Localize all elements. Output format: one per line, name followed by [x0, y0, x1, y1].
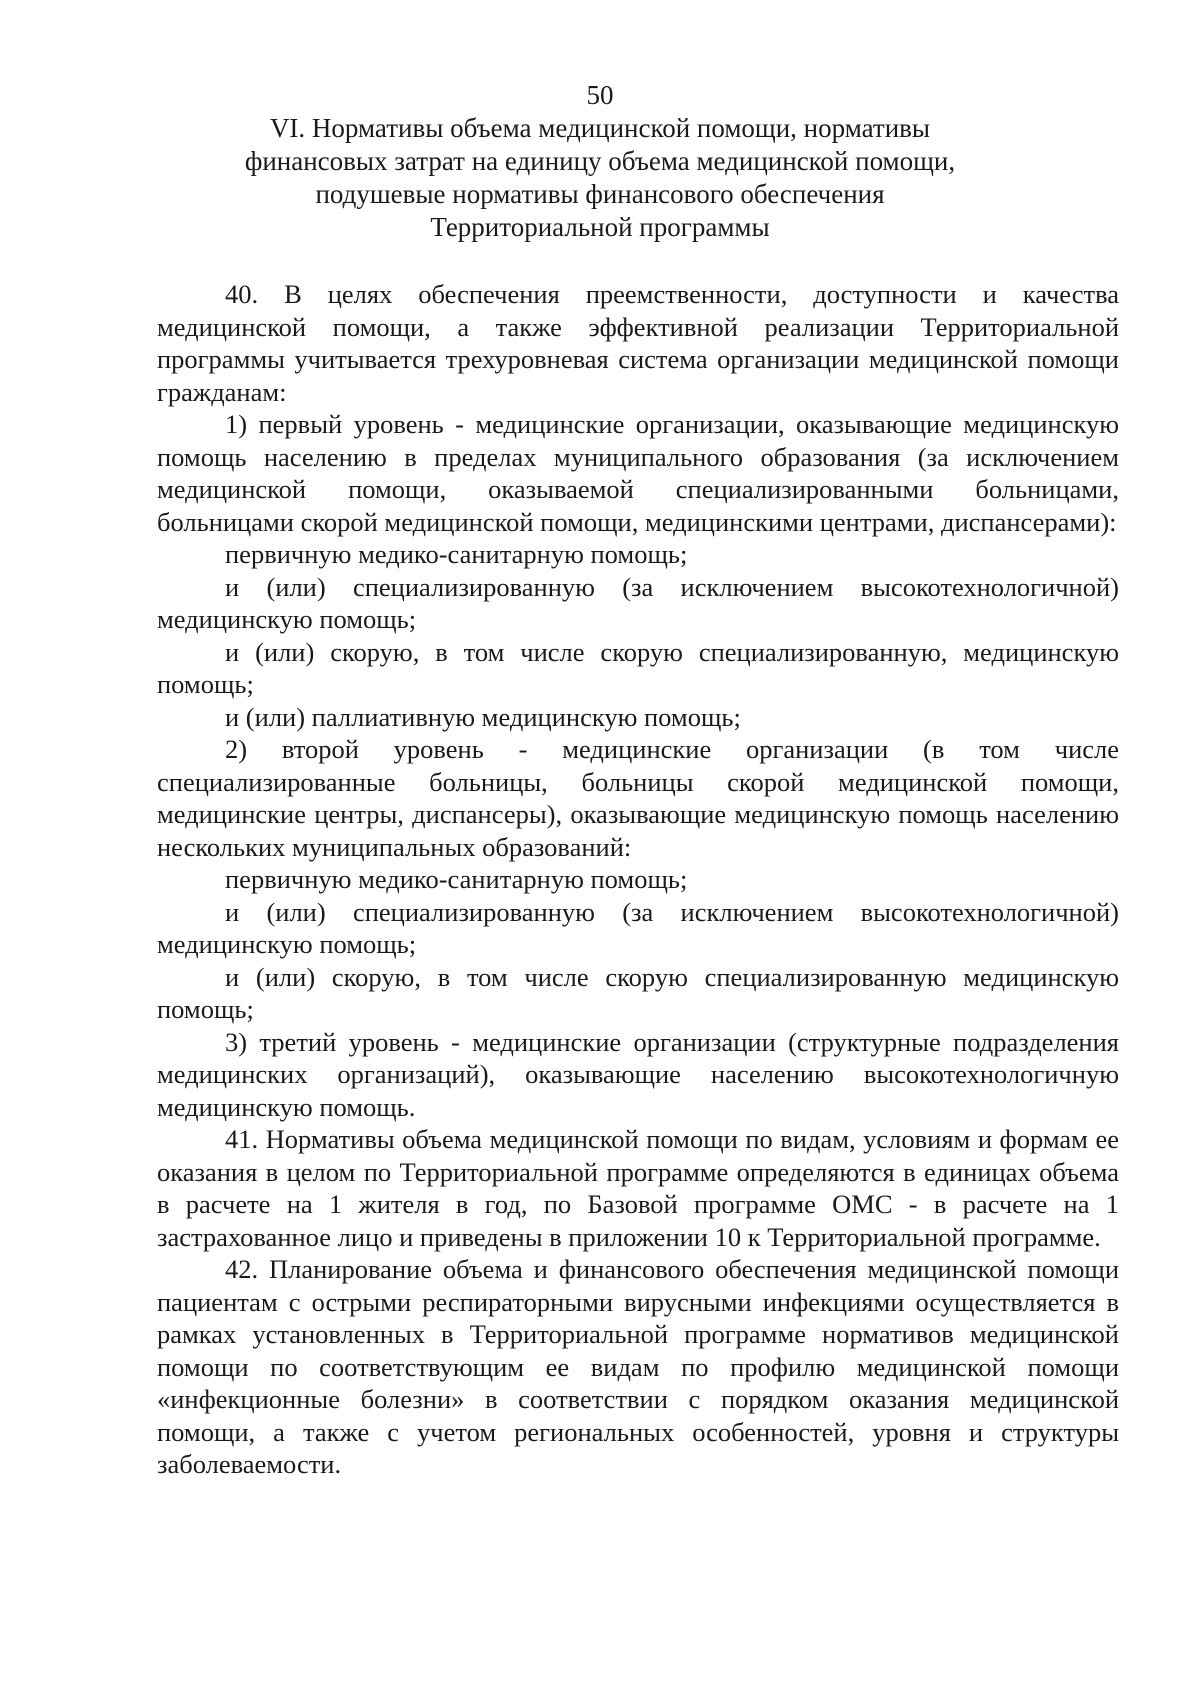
- page-number: 50: [586, 80, 614, 110]
- paragraph-41: 41. Нормативы объема медицинской помощи по видам, условиям и формам ее оказания в целом по Территориальной программе определяются в единицах объема в расчете на 1 жителя в год, по Базовой программе ОМС - в расчете на 1 застрахованное лицо и приведены в приложении 10 к Территориальной программе.: [157, 1124, 1119, 1252]
- heading-line: финансовых затрат на единицу объема медицинской помощи,: [244, 146, 956, 176]
- heading-line: подушевые нормативы финансового обеспечения: [315, 179, 885, 209]
- heading-line: VI. Нормативы объема медицинской помощи, нормативы: [269, 113, 931, 143]
- sub-item: и (или) специализированную (за исключением высокотехнологичной) медицинскую помощь;: [157, 571, 1119, 634]
- heading-line: Территориальной программы: [430, 212, 770, 242]
- document-body: [157, 278, 1119, 1481]
- section-heading: [200, 112, 1000, 244]
- paragraph-40: 40. В целях обеспечения преемственности, доступности и качества медицинской помощи, а также эффективной реализации Территориальной программы учитывается трехуровневая система организации медицинской помощи гражданам:: [157, 279, 1119, 407]
- sub-item: и (или) скорую, в том числе скорую специализированную медицинскую помощь;: [157, 961, 1119, 1024]
- list-item-level-1: 1) первый уровень - медицинские организации, оказывающие медицинскую помощь населению в пределах муниципального образования (за исключением медицинской помощи, оказываемой специализированными больницами, больницами скорой медицинской помощи, медицинскими центрами, диспансерами):: [157, 409, 1119, 537]
- sub-item: первичную медико-санитарную помощь;: [225, 864, 688, 894]
- paragraph-42: 42. Планирование объема и финансового обеспечения медицинской помощи пациентам с острыми респираторными вирусными инфекциями осуществляется в рамках установленных в Территориальной программе нормативов медицинской помощи по соответствующим ее видам по профилю медицинской помощи «инфекционные болезни» в соответствии с порядком оказания медицинской помощи, а также с учетом региональных особенностей, уровня и структуры заболеваемости.: [157, 1254, 1119, 1479]
- sub-item: первичную медико-санитарную помощь;: [225, 539, 688, 569]
- sub-item: и (или) специализированную (за исключением высокотехнологичной) медицинскую помощь;: [157, 896, 1119, 959]
- sub-item: и (или) скорую, в том числе скорую специализированную, медицинскую помощь;: [157, 636, 1119, 699]
- sub-item: и (или) паллиативную медицинскую помощь;: [225, 701, 741, 732]
- list-item-level-2: 2) второй уровень - медицинские организации (в том числе специализированные больницы, больницы скорой медицинской помощи, медицинские центры, диспансеры), оказывающие медицинскую помощь населению нескольких муниципальных образований:: [157, 734, 1119, 862]
- list-item-level-3: 3) третий уровень - медицинские организации (структурные подразделения медицинских организаций), оказывающие населению высокотехнологичную медицинскую помощь.: [157, 1026, 1119, 1122]
